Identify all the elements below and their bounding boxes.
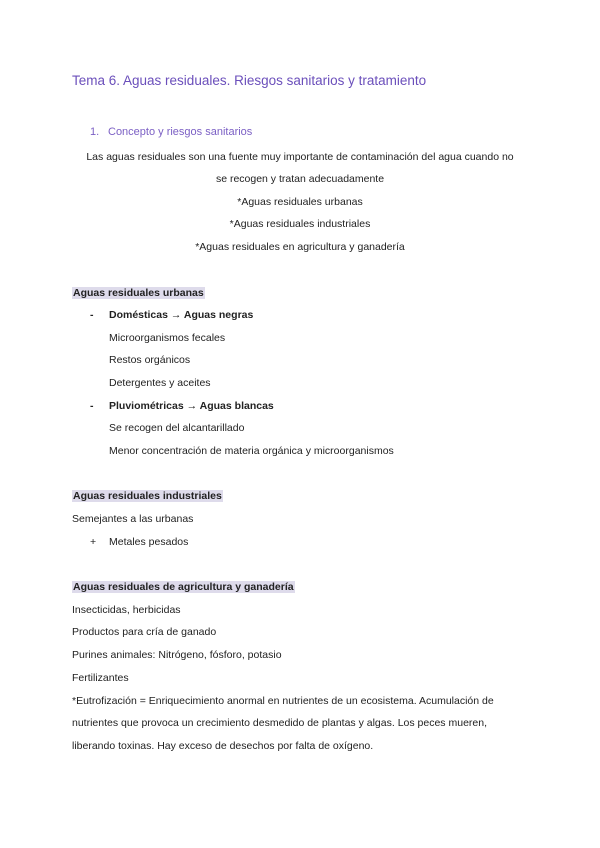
industriales-text: Semejantes a las urbanas: [72, 513, 194, 525]
list-item: Purines animales: Nitrógeno, fósforo, potasio: [72, 649, 282, 661]
list-item: Restos orgánicos: [109, 354, 191, 366]
type-item: *Aguas residuales en agricultura y ganadería: [195, 241, 405, 253]
urbanas-heading: Aguas residuales urbanas: [73, 287, 204, 299]
industriales-heading: Aguas residuales industriales: [73, 490, 222, 502]
section-title: Concepto y riesgos sanitarios: [108, 126, 253, 138]
eutrofizacion-note: liberando toxinas. Hay exceso de desechos por falta de oxígeno.: [72, 740, 374, 752]
type-item: *Aguas residuales industriales: [229, 218, 371, 230]
bullet-dash: -: [90, 309, 94, 321]
intro-line: Las aguas residuales son una fuente muy importante de contaminación del agua cuando no: [86, 151, 514, 163]
list-item: Metales pesados: [109, 536, 189, 548]
eutrofizacion-note: *Eutrofización = Enriquecimiento anormal en nutrientes de un ecosistema. Acumulación de: [72, 695, 494, 707]
list-item: Productos para cría de ganado: [72, 626, 217, 638]
page-title: Tema 6. Aguas residuales. Riesgos sanitarios y tratamiento: [72, 73, 427, 88]
list-item: Se recogen del alcantarillado: [109, 422, 245, 434]
pluviometricas-label: Pluviométricas → Aguas blancas: [109, 400, 274, 412]
agricultura-heading: Aguas residuales de agricultura y ganadería: [73, 581, 294, 593]
bullet-dash: -: [90, 400, 94, 412]
intro-line: se recogen y tratan adecuadamente: [215, 173, 385, 185]
list-item: Microorganismos fecales: [109, 332, 226, 344]
type-item: *Aguas residuales urbanas: [237, 196, 363, 208]
list-item: Fertilizantes: [72, 672, 129, 684]
domesticas-label: Domésticas → Aguas negras: [109, 309, 254, 321]
eutrofizacion-note: nutrientes que provoca un crecimiento desmedido de plantas y algas. Los peces mueren,: [72, 717, 487, 729]
list-item: Detergentes y aceites: [109, 377, 211, 389]
list-item: Menor concentración de materia orgánica y microorganismos: [109, 445, 394, 457]
bullet-plus: +: [90, 536, 97, 548]
section-number: 1.: [90, 126, 100, 138]
section-heading: [90, 126, 252, 138]
list-item: Insecticidas, herbicidas: [72, 604, 181, 616]
